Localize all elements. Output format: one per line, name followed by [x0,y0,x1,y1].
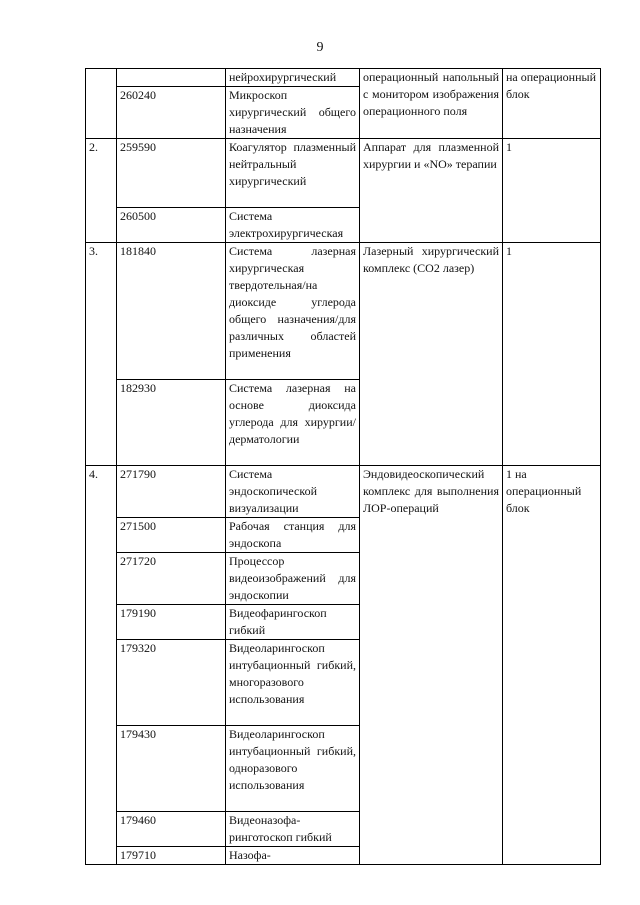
item-number-cell: 2. [86,139,117,243]
page-number: 9 [316,40,324,55]
device-code-cell: 179190 [117,605,226,640]
device-name-cell: Процессор видеоизображений для эндоскопии [226,553,360,605]
device-name-cell: нейрохирургический [226,69,360,87]
device-name-cell: Назофа- [226,847,360,865]
device-name-cell: Коагулятор плазменный нейтральный хирургический [226,139,360,208]
complex-name-cell: Лазерный хирургический комплекс (СО2 лазер) [360,243,503,466]
device-code-cell: 260240 [117,87,226,139]
device-name-cell: Микроскоп хирургический общего назначения [226,87,360,139]
device-code-cell: 179460 [117,812,226,847]
item-number-cell: 3. [86,243,117,466]
device-name-cell: Рабочая станция для эндоскопа [226,518,360,553]
device-name-cell: Видеоларингоскоп интубационный гибкий, многоразового использования [226,640,360,726]
equipment-table [85,68,601,865]
device-name-cell: Система лазерная на основе диоксида углерода для хирургии/ дерматологии [226,380,360,466]
table-row [86,243,601,380]
device-code-cell: 182930 [117,380,226,466]
device-name-cell: Видеоназофа-ринготоскоп гибкий [226,812,360,847]
device-code-cell: 271500 [117,518,226,553]
device-name-cell: Видеофарингоскоп гибкий [226,605,360,640]
device-code-cell: 179320 [117,640,226,726]
device-code-cell: 271790 [117,466,226,518]
table-row [86,139,601,208]
complex-name-cell: операционный напольный с монитором изображения операционного поля [360,69,503,139]
device-name-cell: Система эндоскопической визуализации [226,466,360,518]
complex-name-cell: Аппарат для плазменной хирургии и «NO» терапии [360,139,503,243]
device-code-cell [117,69,226,87]
device-code-cell: 179430 [117,726,226,812]
device-code-cell: 181840 [117,243,226,380]
table-row [86,69,601,87]
quantity-cell: на операционный блок [503,69,601,139]
device-name-cell: Видеоларингоскоп интубационный гибкий, одноразового использования [226,726,360,812]
device-code-cell: 271720 [117,553,226,605]
device-name-cell: Система лазерная хирургическая твердотельная/на диоксиде углерода общего назначения/для различных областей применения [226,243,360,380]
quantity-cell: 1 на операционный блок [503,466,601,865]
table-body [86,69,601,865]
quantity-cell: 1 [503,243,601,466]
item-number-cell: 4. [86,466,117,865]
device-code-cell: 179710 [117,847,226,865]
quantity-cell: 1 [503,139,601,243]
device-code-cell: 260500 [117,208,226,243]
device-name-cell: Система электрохирургическая [226,208,360,243]
item-number-cell [86,69,117,139]
device-code-cell: 259590 [117,139,226,208]
complex-name-cell: Эндовидеоскопический комплекс для выполнения ЛОР-операций [360,466,503,865]
table-row [86,466,601,518]
